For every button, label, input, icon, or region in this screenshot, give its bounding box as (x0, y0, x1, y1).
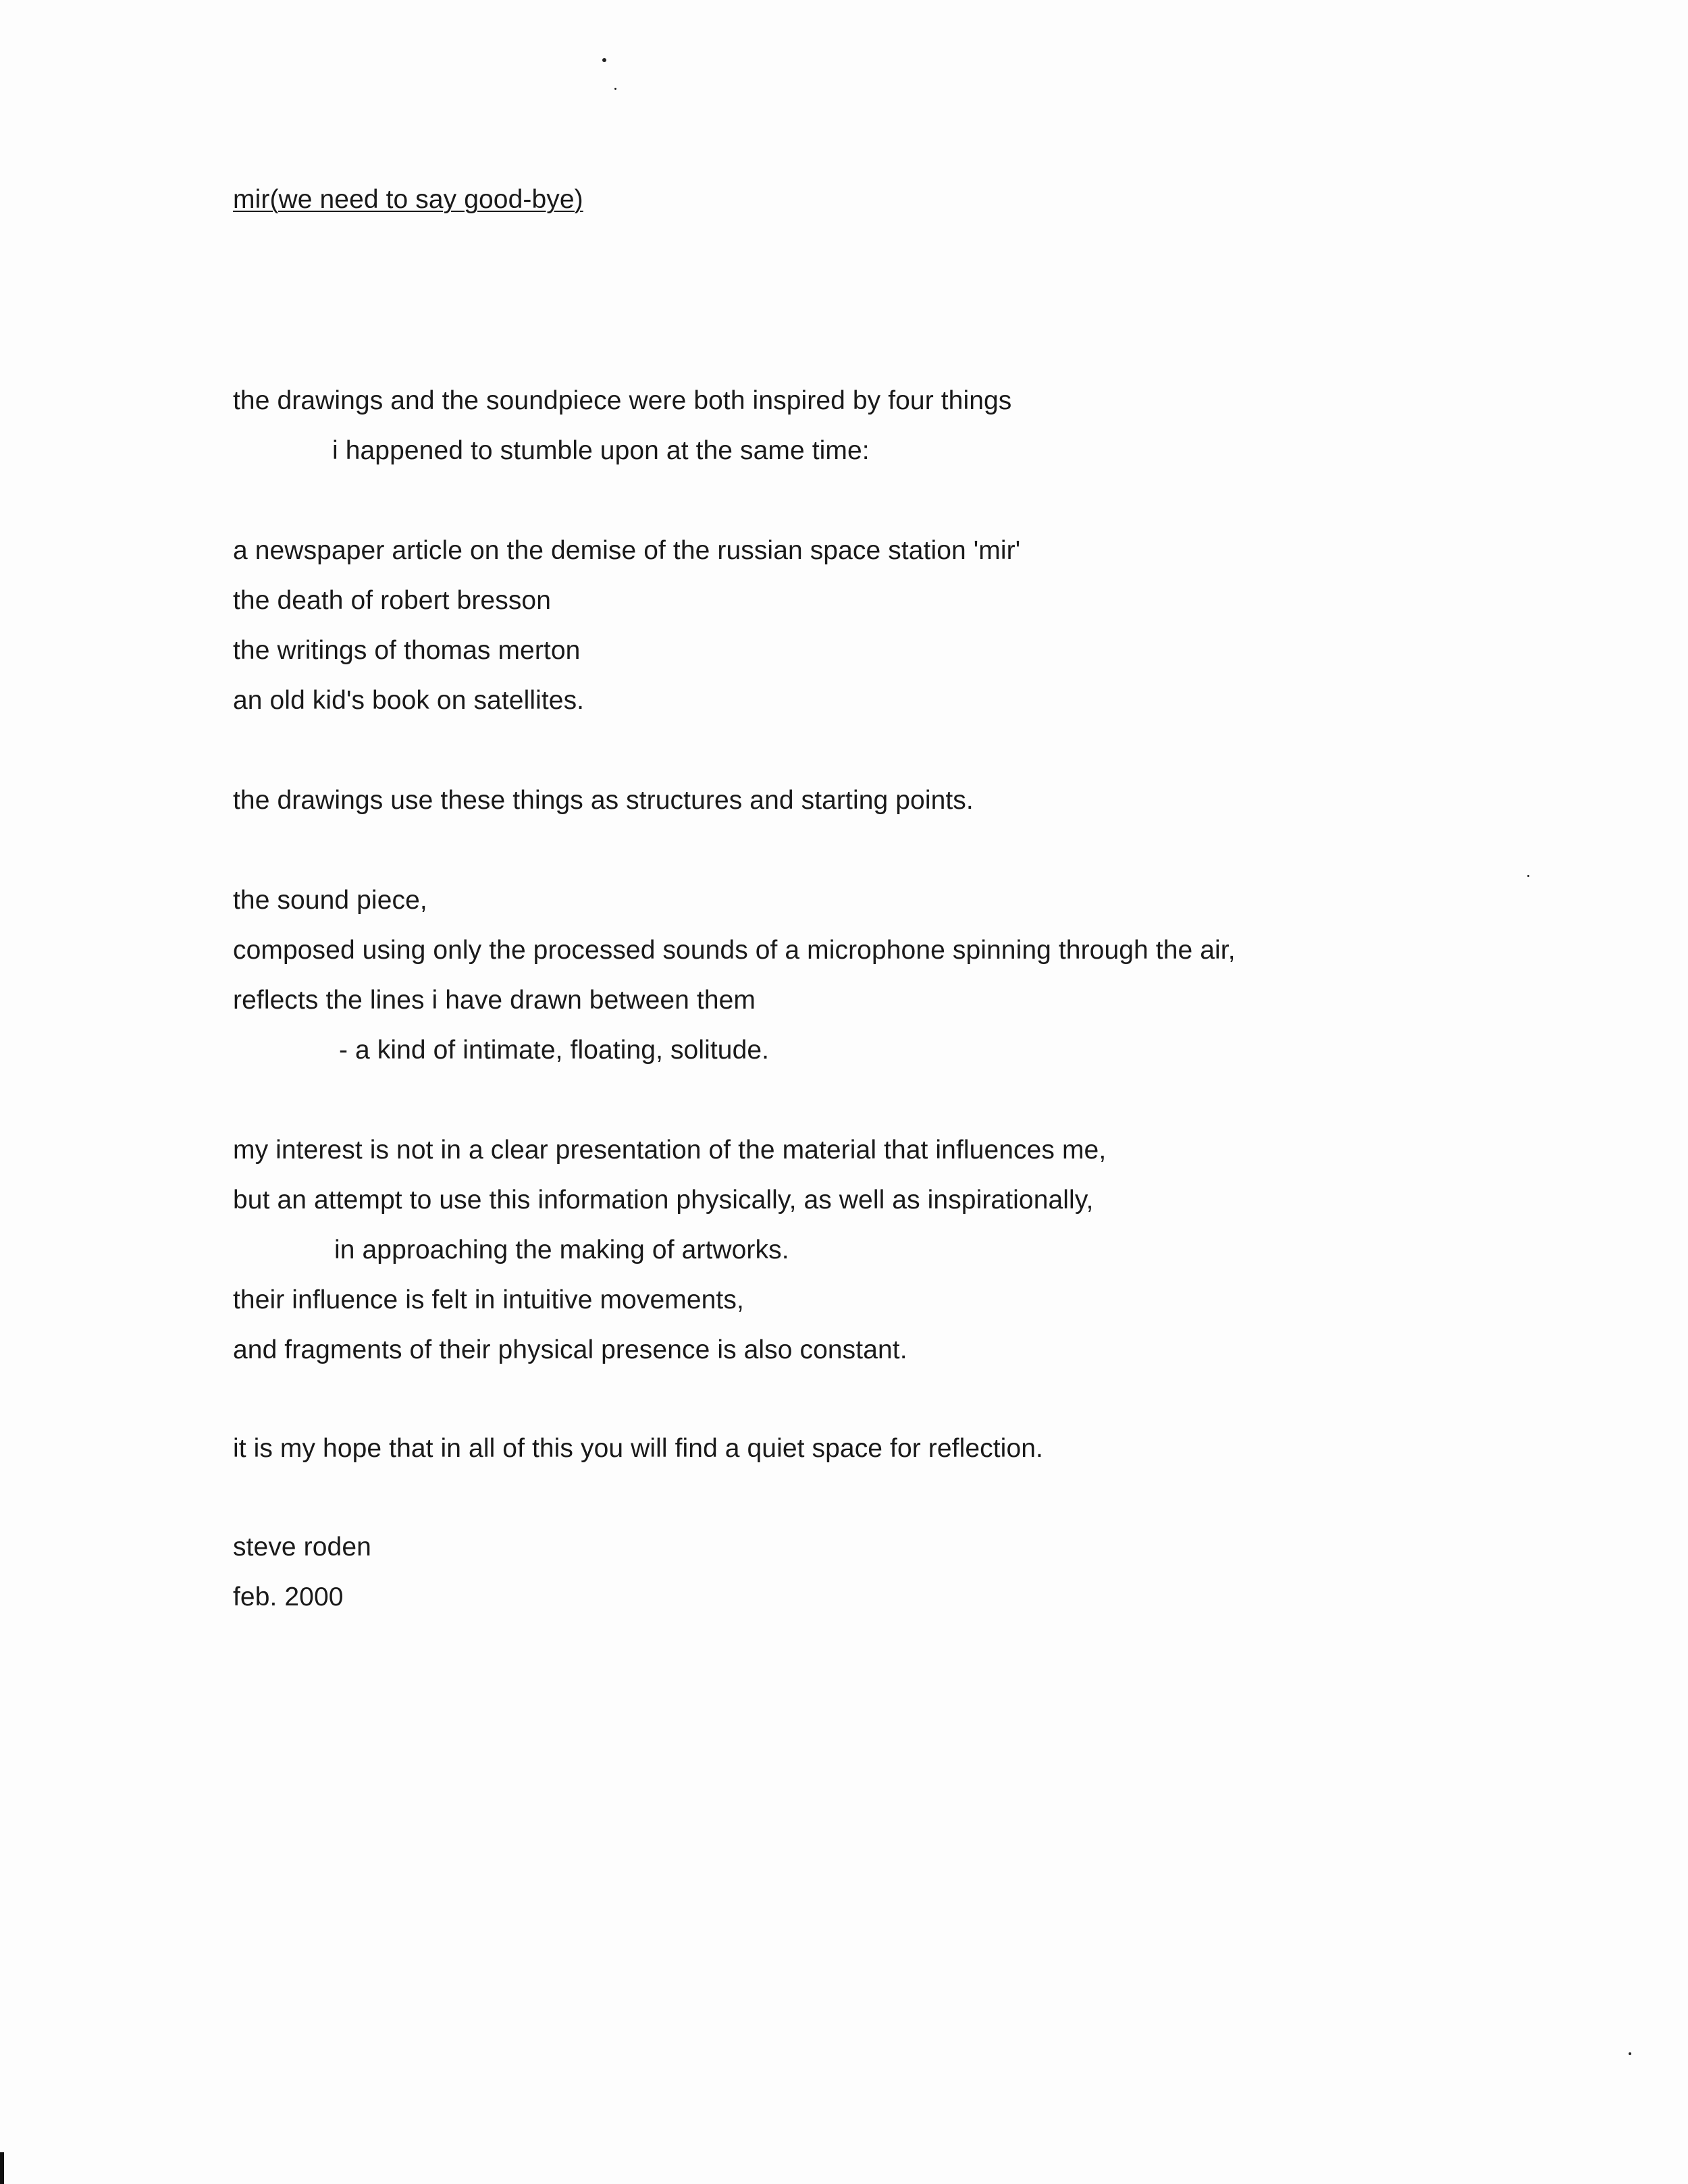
scan-speck (1629, 2052, 1631, 2055)
scan-speck (602, 58, 606, 62)
scan-edge-mark (0, 2152, 4, 2184)
scan-speck (614, 88, 616, 90)
text-line: the writings of thomas merton (233, 636, 581, 665)
text-line: the drawings and the soundpiece were both inspired by four things (233, 386, 1012, 415)
text-line: i happened to stumble upon at the same time: (332, 436, 870, 465)
text-line: the sound piece, (233, 886, 427, 915)
text-line: but an attempt to use this information physically, as well as inspirationally, (233, 1186, 1094, 1215)
text-line: reflects the lines i have drawn between them (233, 986, 756, 1015)
text-line: their influence is felt in intuitive movements, (233, 1285, 744, 1314)
text-line: the death of robert bresson (233, 586, 552, 615)
text-line: my interest is not in a clear presentation of the material that influences me, (233, 1136, 1107, 1165)
signature-author: steve roden (233, 1533, 371, 1562)
text-line: it is my hope that in all of this you will find a quiet space for reflection. (233, 1434, 1043, 1463)
text-line: a newspaper article on the demise of the russian space station 'mir' (233, 536, 1021, 565)
scan-speck (1527, 875, 1529, 877)
text-line: - a kind of intimate, floating, solitude. (339, 1036, 770, 1065)
text-line: in approaching the making of artworks. (334, 1235, 789, 1264)
text-line: composed using only the processed sounds of a microphone spinning through the air, (233, 936, 1236, 965)
signature-date: feb. 2000 (233, 1582, 344, 1612)
text-line: an old kid's book on satellites. (233, 686, 585, 715)
text-line: the drawings use these things as structures and starting points. (233, 786, 974, 815)
text-line: and fragments of their physical presence is also constant. (233, 1335, 907, 1364)
document-title: mir(we need to say good-bye) (233, 185, 583, 214)
